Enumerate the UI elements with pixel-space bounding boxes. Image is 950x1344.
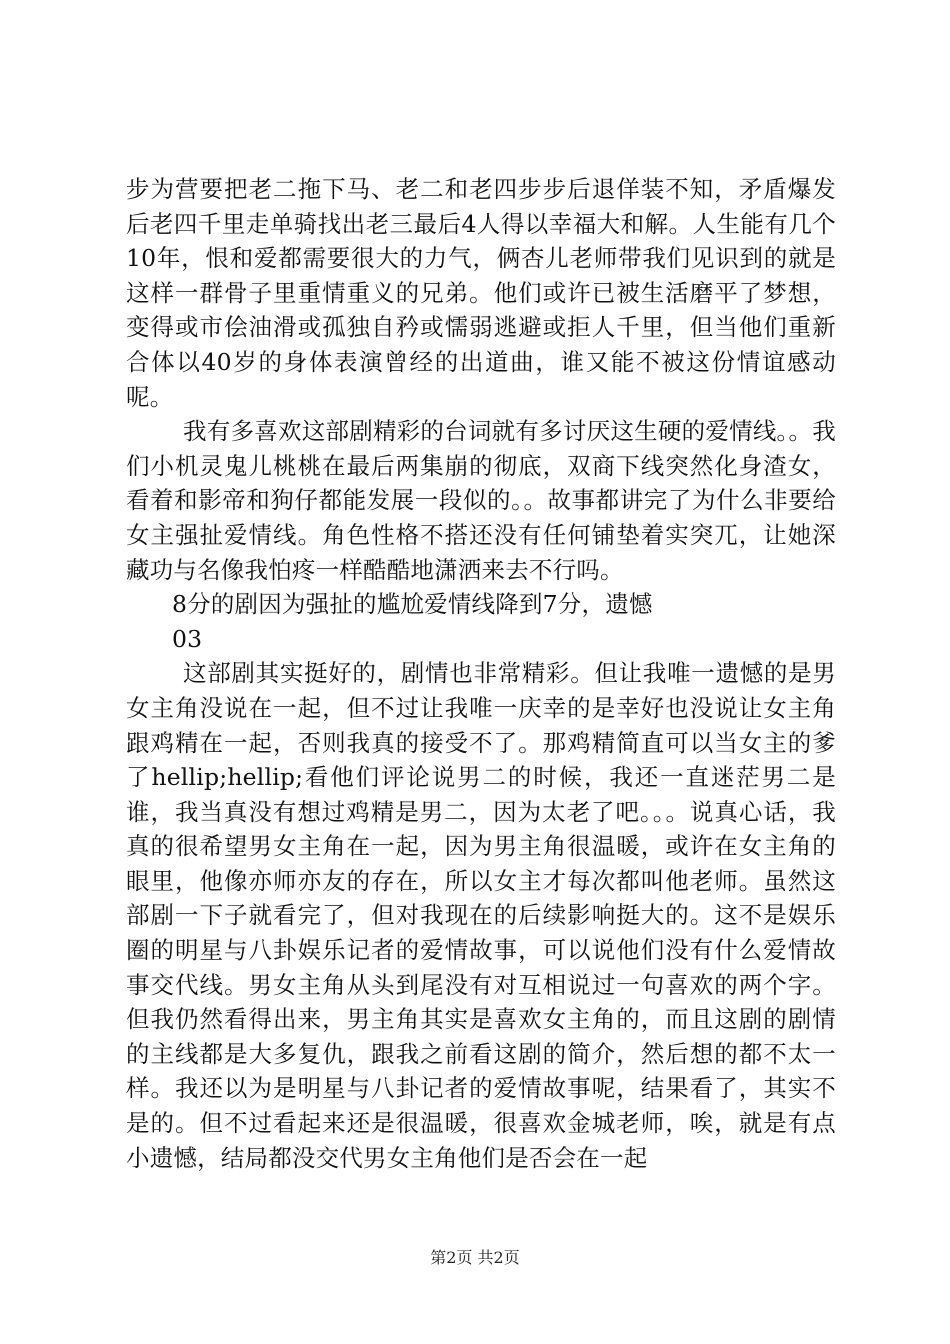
paragraph-4: 这部剧其实挺好的，剧情也非常精彩。但让我唯一遗憾的是男女主角没说在一起，但不过让我唯一庆幸的是幸好也没说让女主角跟鸡精在一起，否则我真的接受不了。那鸡精简直可以当女主的爹了hellip;hellip;看他们评论说男二的时候，我还一直迷茫男二是谁，我当真没有想过鸡精是男二，因为太老了吧。。。说真心话，我真的很希望男女主角在一起，因为男主角很温暖，或许在女主角的眼里，他像亦师亦友的存在，所以女主才每次都叫他老师。虽然这部剧一下子就看完了，但对我现在的后续影响挺大的。这不是娱乐圈的明星与八卦娱乐记者的爱情故事，可以说他们没有什么爱情故事交代线。男女主角从头到尾没有对互相说过一句喜欢的两个字。但我仍然看得出来，男主角其实是喜欢女主角的，而且这剧的剧情的主线都是大多复仇，跟我之前看这剧的简介，然后想的都不太一样。我还以为是明星与八卦记者的爱情故事呢，结果看了，其实不是的。但不过看起来还是很温暖，很喜欢金城老师，唉，就是有点小遗憾，结局都没交代男女主角他们是否会在一起 (126, 659, 836, 1172)
paragraph-2: 我有多喜欢这部剧精彩的台词就有多讨厌这生硬的爱情线。。我们小机灵鬼儿桃桃在最后两集崩的彻底，双商下线突然化身渣女，看着和影帝和狗仔都能发展一段似的。。故事都讲完了为什么非要给女主强扯爱情线。角色性格不搭还没有任何铺垫着实突兀，让她深藏功与名像我怕疼一样酷酷地潇洒来去不行吗。 (126, 417, 836, 584)
section-number: 03 (172, 624, 203, 653)
document-body (126, 172, 836, 1175)
paragraph-3: 8分的剧因为强扯的尴尬爱情线降到7分，遗憾 (172, 590, 653, 619)
paragraph-1: 步为营要把老二拖下马、老二和老四步步后退佯装不知，矛盾爆发后老四千里走单骑找出老三最后4人得以幸福大和解。人生能有几个10年，恨和爱都需要很大的力气，俩杏儿老师带我们见识到的就是这样一群骨子里重情重义的兄弟。他们或许已被生活磨平了梦想，变得或市侩油滑或孤独自矜或懦弱逃避或拒人千里，但当他们重新合体以40岁的身体表演曾经的出道曲，谁又能不被这份情谊感动呢。 (126, 175, 836, 411)
page-footer: 第2页 共2页 (430, 1248, 520, 1267)
